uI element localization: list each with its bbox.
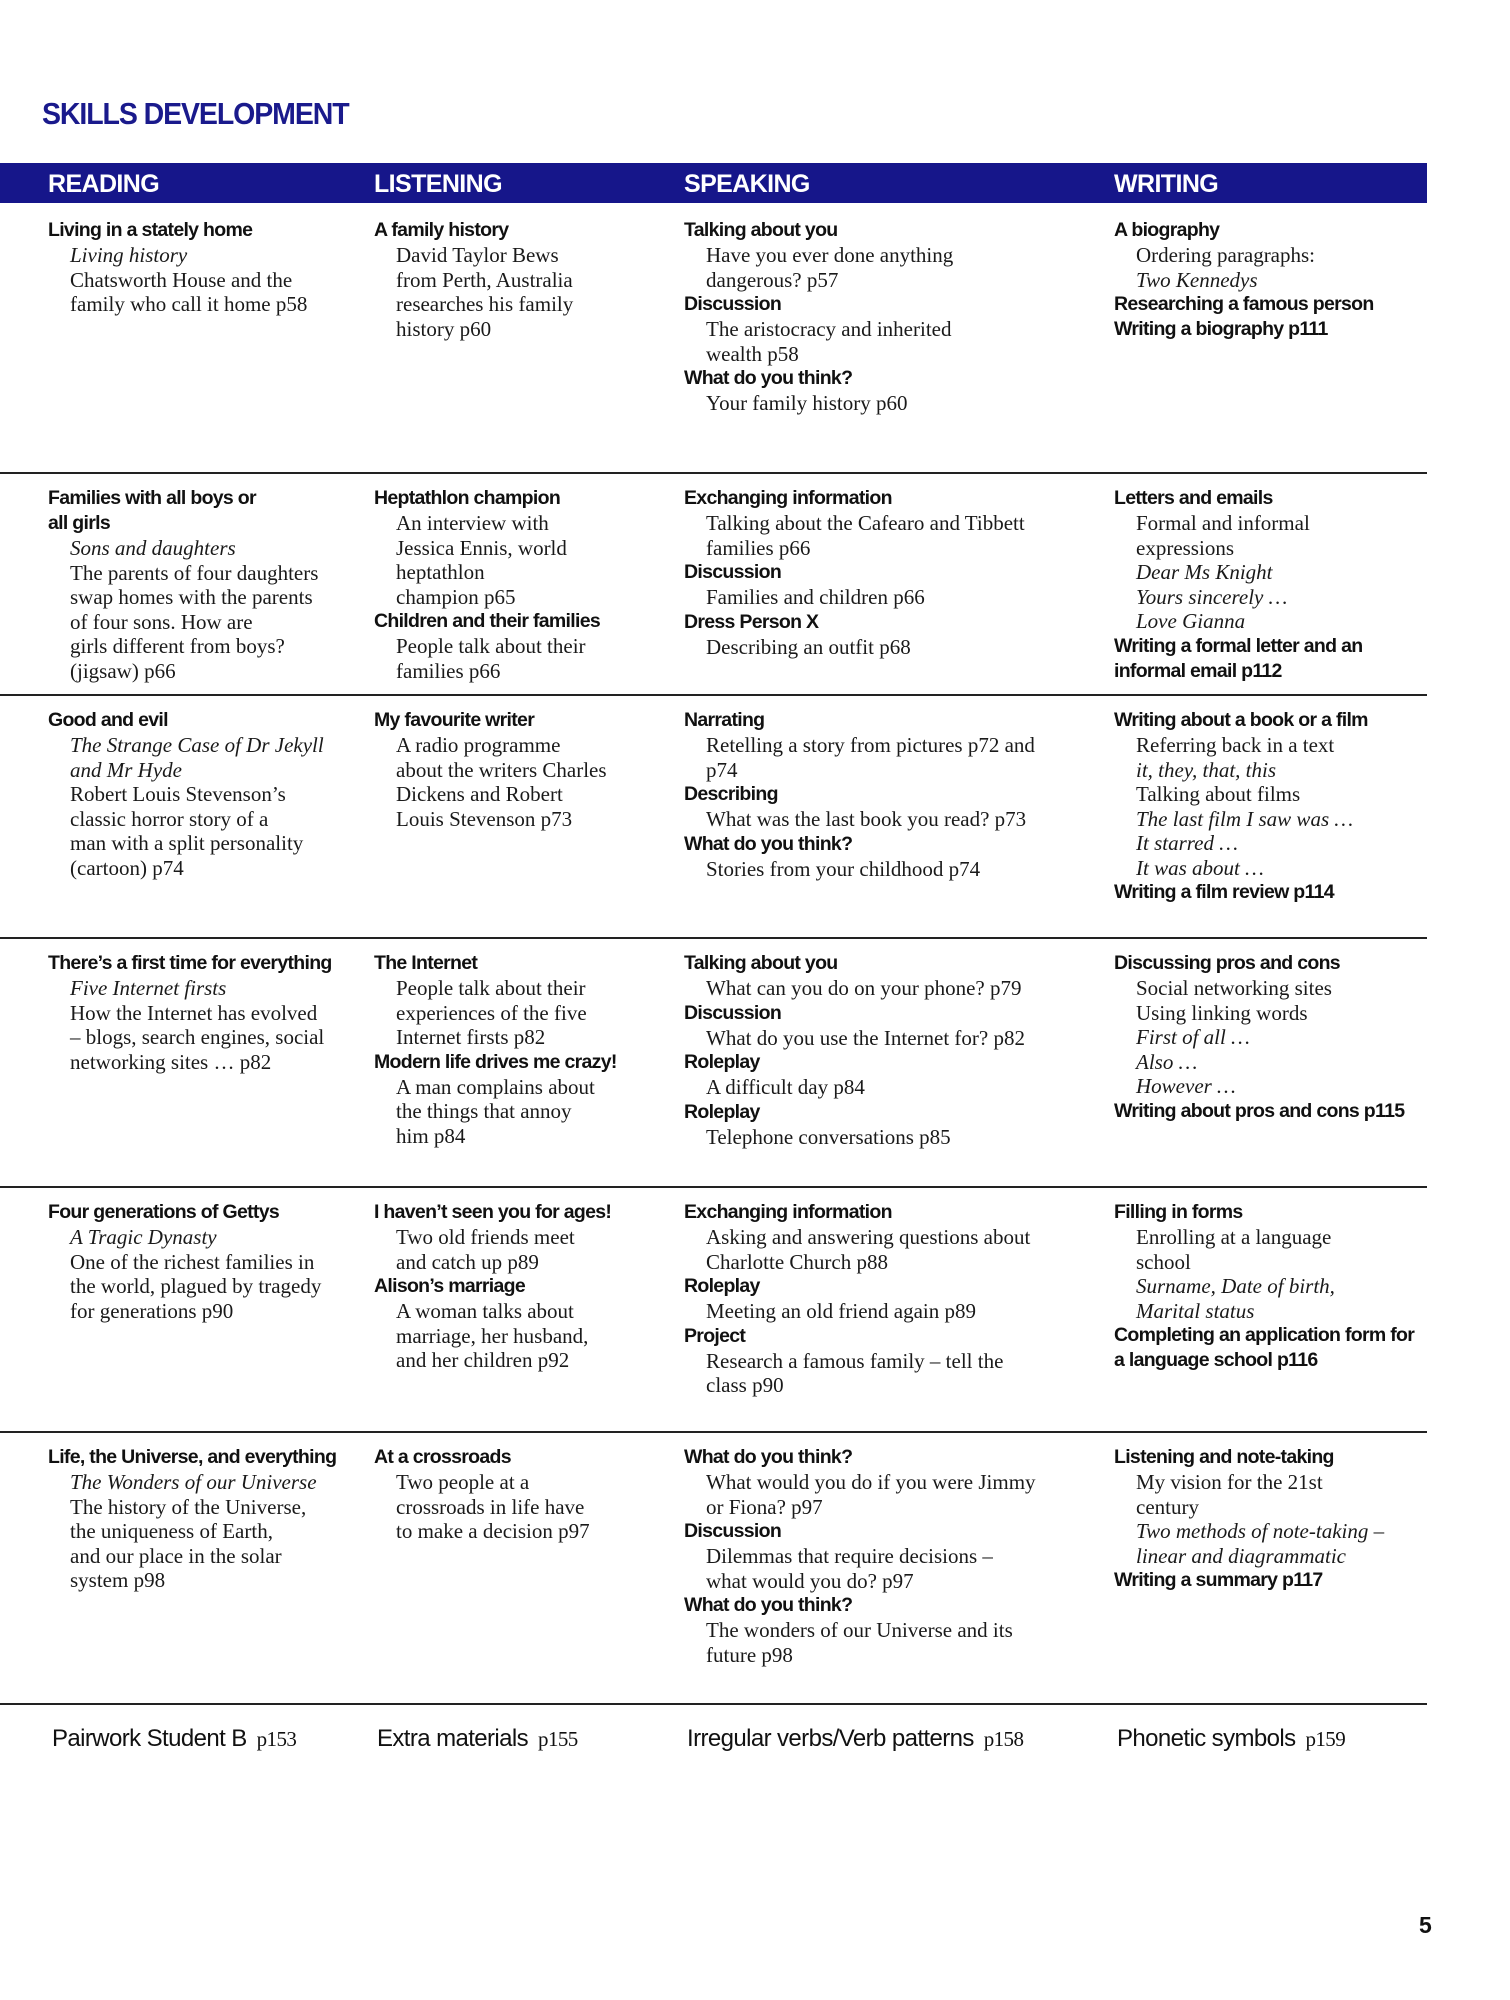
entry-text: My vision for the 21st — [1136, 1470, 1323, 1494]
reading-cell — [48, 708, 353, 880]
entry-text: from Perth, Australia — [396, 267, 573, 292]
entry-text: networking sites … p82 — [70, 1049, 272, 1074]
entry-text: and our place in the solar — [70, 1543, 282, 1568]
column-header-speaking: SPEAKING — [684, 170, 810, 198]
writing-cell — [1114, 951, 1427, 1124]
entry-text: champion p65 — [396, 584, 516, 609]
reading-cell — [48, 951, 353, 1074]
entry-text: of four sons. How are — [70, 609, 253, 634]
page-number: 5 — [1419, 1912, 1432, 1938]
section-heading: Life, the Universe, and everything — [48, 1446, 337, 1468]
writing-cell — [1114, 708, 1427, 905]
writing-cell — [1114, 1445, 1427, 1593]
entry-text: It starred … — [1136, 831, 1238, 855]
entry-text: Have you ever done anything — [706, 243, 954, 267]
footer-link-pairwork — [52, 1725, 296, 1753]
entry-text: Living history — [70, 243, 188, 267]
section-heading: Good and evil — [48, 709, 168, 731]
reading-cell — [48, 1445, 353, 1593]
entry-text: Meeting an old friend again p89 — [706, 1299, 977, 1323]
entry-text: Charlotte Church p88 — [706, 1249, 888, 1274]
speaking-cell — [684, 1200, 1084, 1398]
entry-text: People talk about their — [396, 634, 586, 658]
entry-text: Asking and answering questions about — [706, 1225, 1031, 1249]
entry-text: Robert Louis Stevenson’s — [70, 782, 286, 806]
entry-text: families p66 — [706, 535, 811, 560]
entry-text: Social networking sites — [1136, 976, 1332, 1000]
section-heading: Roleplay — [684, 1051, 760, 1073]
entry-text: researches his family — [396, 292, 574, 316]
entry-text: A radio programme — [396, 733, 561, 757]
section-heading: Narrating — [684, 709, 765, 731]
footer-label: Irregular verbs/Verb patterns — [687, 1725, 974, 1752]
entry-text: David Taylor Bews — [396, 243, 559, 267]
entry-text: and catch up p89 — [396, 1249, 539, 1274]
entry-text: him p84 — [396, 1123, 466, 1148]
listening-cell — [374, 1445, 664, 1544]
column-header-bar — [0, 163, 1427, 203]
entry-text: The Strange Case of Dr Jekyll — [70, 733, 324, 757]
section-heading: What do you think? — [684, 367, 853, 389]
entry-text: How the Internet has evolved — [70, 1000, 318, 1025]
entry-text: (cartoon) p74 — [70, 855, 184, 880]
entry-text: p74 — [706, 757, 738, 782]
entry-text: People talk about their — [396, 976, 586, 1000]
entry-text: One of the richest families in — [70, 1249, 315, 1274]
entry-text: First of all … — [1136, 1025, 1250, 1049]
entry-text: Two methods of note-taking – — [1136, 1519, 1385, 1543]
page-title: SKILLS DEVELOPMENT — [42, 96, 349, 131]
speaking-cell — [684, 1445, 1084, 1667]
entry-text: it, they, that, this — [1136, 757, 1276, 782]
entry-text: expressions — [1136, 535, 1234, 560]
speaking-cell — [684, 218, 1084, 416]
column-header-listening: LISTENING — [374, 170, 502, 198]
entry-text: The Wonders of our Universe — [70, 1470, 317, 1494]
entry-text: What was the last book you read? p73 — [706, 807, 1027, 831]
section-heading: What do you think? — [684, 1446, 853, 1468]
entry-text: class p90 — [706, 1373, 784, 1397]
entry-text: about the writers Charles — [396, 757, 607, 782]
entry-text: the world, plagued by tragedy — [70, 1274, 322, 1298]
entry-text: century — [1136, 1494, 1199, 1519]
section-heading: Discussion — [684, 293, 782, 315]
footer-label: Phonetic symbols — [1117, 1725, 1296, 1752]
entry-text: The wonders of our Universe and its — [706, 1618, 1013, 1642]
section-heading: Listening and note-taking — [1114, 1446, 1334, 1468]
section-heading: Discussion — [684, 1520, 782, 1542]
footer-page: p153 — [256, 1727, 297, 1751]
section-heading: Completing an application form for — [1114, 1324, 1415, 1346]
footer-label: Extra materials — [377, 1725, 529, 1752]
section-heading: Discussing pros and cons — [1114, 952, 1340, 974]
entry-text: A difficult day p84 — [706, 1075, 865, 1099]
entry-text: to make a decision p97 — [396, 1519, 590, 1543]
section-heading: Filling in forms — [1114, 1201, 1243, 1223]
entry-text: A woman talks about — [396, 1299, 574, 1323]
entry-text: Formal and informal — [1136, 511, 1310, 535]
column-header-reading: READING — [48, 170, 160, 198]
entry-text: Also … — [1136, 1049, 1198, 1074]
listening-cell — [374, 1200, 664, 1373]
entry-text: and her children p92 — [396, 1348, 570, 1372]
entry-text: Families and children p66 — [706, 585, 925, 609]
footer-link-phonetic-symbols — [1117, 1725, 1345, 1753]
entry-text: man with a split personality — [70, 831, 304, 855]
entry-text: A man complains about — [396, 1074, 595, 1099]
writing-cell — [1114, 486, 1427, 684]
unit-row — [0, 472, 1427, 683]
entry-text: – blogs, search engines, social — [70, 1025, 325, 1049]
speaking-cell — [684, 708, 1084, 881]
section-heading: Discussion — [684, 561, 782, 583]
entry-text: Louis Stevenson p73 — [396, 806, 573, 831]
entry-text: for generations p90 — [70, 1298, 234, 1323]
section-heading: Writing a biography p111 — [1114, 318, 1328, 340]
entry-text: It was about … — [1136, 855, 1264, 880]
section-heading: A family history — [374, 219, 509, 241]
entry-text: heptathlon — [396, 560, 485, 584]
entry-text: Yours sincerely … — [1136, 584, 1288, 609]
entry-text: wealth p58 — [706, 341, 799, 366]
entry-text: An interview with — [396, 511, 549, 535]
entry-text: linear and diagrammatic — [1136, 1543, 1346, 1568]
section-heading: informal email p112 — [1114, 659, 1282, 682]
entry-text: The parents of four daughters — [70, 560, 319, 585]
section-heading: There’s a first time for everything — [48, 952, 332, 974]
section-heading: Children and their families — [374, 610, 600, 632]
entry-text: Jessica Ennis, world — [396, 535, 567, 560]
listening-cell — [374, 218, 664, 341]
section-heading: all girls — [48, 512, 110, 534]
entry-text: However … — [1136, 1074, 1236, 1098]
entry-text: Dilemmas that require decisions – — [706, 1544, 993, 1568]
section-heading: A biography — [1114, 219, 1220, 241]
entry-text: Enrolling at a language — [1136, 1225, 1332, 1249]
entry-text: classic horror story of a — [70, 806, 269, 831]
section-heading: I haven’t seen you for ages! — [374, 1201, 612, 1223]
entry-text: A Tragic Dynasty — [70, 1225, 217, 1249]
entry-text: Dickens and Robert — [396, 782, 563, 806]
entry-text: Retelling a story from pictures p72 and — [706, 733, 1035, 757]
reading-cell — [48, 218, 353, 317]
entry-text: Sons and daughters — [70, 536, 236, 560]
listening-cell — [374, 708, 664, 831]
entry-text: Chatsworth House and the — [70, 267, 293, 292]
entry-text: Talking about the Cafearo and Tibbett — [706, 511, 1025, 535]
footer-page: p155 — [538, 1727, 578, 1751]
entry-text: experiences of the five — [396, 1000, 587, 1025]
entry-text: Love Gianna — [1136, 609, 1246, 633]
entry-text: the things that annoy — [396, 1099, 572, 1123]
entry-text: Internet firsts p82 — [396, 1025, 546, 1049]
footer-page: p158 — [983, 1727, 1024, 1751]
section-heading: Writing a film review p114 — [1114, 881, 1334, 903]
reading-cell — [48, 486, 353, 683]
section-heading: Families with all boys or — [48, 487, 256, 509]
entry-text: marriage, her husband, — [396, 1323, 589, 1348]
entry-text: what would you do? p97 — [706, 1568, 914, 1593]
section-heading: Alison’s marriage — [374, 1275, 526, 1297]
speaking-cell — [684, 951, 1084, 1149]
entry-text: families p66 — [396, 658, 501, 683]
section-heading: My favourite writer — [374, 709, 535, 731]
listening-cell — [374, 486, 664, 683]
section-heading: Describing — [684, 783, 778, 805]
entry-text: Your family history p60 — [706, 391, 908, 415]
section-heading: Heptathlon champion — [374, 487, 561, 509]
section-heading: Project — [684, 1324, 746, 1347]
footer-page: p159 — [1305, 1727, 1346, 1751]
unit-row — [0, 937, 1427, 1149]
section-heading: What do you think? — [684, 832, 853, 855]
section-heading: Exchanging information — [684, 1201, 892, 1223]
entry-text: The last film I saw was … — [1136, 806, 1354, 831]
section-heading: Writing about a book or a film — [1114, 709, 1368, 731]
section-heading: Roleplay — [684, 1275, 760, 1297]
section-heading: Living in a stately home — [48, 219, 253, 241]
entry-text: Stories from your childhood p74 — [706, 856, 981, 881]
entry-text: dangerous? p57 — [706, 267, 839, 292]
entry-text: history p60 — [396, 316, 492, 341]
speaking-cell — [684, 486, 1084, 659]
section-heading: Writing about pros and cons p115 — [1114, 1099, 1405, 1122]
entry-text: and Mr Hyde — [70, 757, 182, 782]
section-heading: Writing a summary p117 — [1114, 1569, 1323, 1591]
entry-text: What would you do if you were Jimmy — [706, 1470, 1036, 1494]
section-heading: Discussion — [684, 1001, 782, 1024]
footer-link-extra-materials — [377, 1725, 578, 1753]
entry-text: school — [1136, 1249, 1191, 1274]
unit-row — [0, 1431, 1427, 1667]
section-heading: The Internet — [374, 952, 478, 974]
entry-text: the uniqueness of Earth, — [70, 1519, 273, 1543]
entry-text: Five Internet firsts — [70, 976, 227, 1000]
section-heading: Researching a famous person — [1114, 293, 1374, 315]
section-heading: At a crossroads — [374, 1446, 511, 1468]
section-heading: Talking about you — [684, 219, 838, 241]
listening-cell — [374, 951, 664, 1148]
section-heading: Writing a formal letter and an — [1114, 634, 1363, 657]
section-heading: Letters and emails — [1114, 487, 1273, 509]
entry-text: family who call it home p58 — [70, 292, 308, 316]
unit-row — [0, 694, 1427, 903]
entry-text: Marital status — [1136, 1298, 1255, 1323]
entry-text: Surname, Date of birth, — [1136, 1274, 1335, 1298]
entry-text: Two old friends meet — [396, 1225, 575, 1249]
entry-text: (jigsaw) p66 — [70, 658, 176, 683]
entry-text: future p98 — [706, 1642, 793, 1667]
entry-text: crossroads in life have — [396, 1494, 585, 1519]
entry-text: Two people at a — [396, 1470, 530, 1494]
entry-text: girls different from boys? — [70, 634, 285, 658]
entry-text: system p98 — [70, 1568, 166, 1592]
unit-row — [0, 1186, 1427, 1397]
section-heading: Roleplay — [684, 1100, 760, 1123]
section-heading: Modern life drives me crazy! — [374, 1050, 617, 1073]
section-heading: Talking about you — [684, 952, 838, 974]
column-header-writing: WRITING — [1114, 170, 1219, 198]
section-heading: Dress Person X — [684, 610, 819, 633]
entry-text: or Fiona? p97 — [706, 1494, 823, 1519]
entry-text: Referring back in a text — [1136, 733, 1335, 757]
entry-text: Telephone conversations p85 — [706, 1124, 951, 1149]
entry-text: Dear Ms Knight — [1136, 560, 1273, 584]
footer-label: Pairwork Student B — [52, 1725, 247, 1752]
footer-link-irregular-verbs — [687, 1725, 1023, 1753]
entry-text: What do you use the Internet for? p82 — [706, 1025, 1025, 1050]
entry-text: Two Kennedys — [1136, 267, 1258, 292]
section-heading: a language school p116 — [1114, 1349, 1318, 1371]
entry-text: Ordering paragraphs: — [1136, 243, 1316, 267]
entry-text: What can you do on your phone? p79 — [706, 976, 1022, 1000]
section-heading: Four generations of Gettys — [48, 1201, 279, 1223]
entry-text: The aristocracy and inherited — [706, 317, 952, 341]
entry-text: Talking about films — [1136, 782, 1301, 806]
entry-text: The history of the Universe, — [70, 1494, 307, 1519]
footer-rule — [0, 1703, 1427, 1705]
entry-text: Research a famous family – tell the — [706, 1348, 1004, 1373]
section-heading: What do you think? — [684, 1594, 853, 1616]
section-heading: Exchanging information — [684, 487, 892, 509]
entry-text: Describing an outfit p68 — [706, 634, 911, 659]
entry-text: Using linking words — [1136, 1000, 1308, 1025]
writing-cell — [1114, 1200, 1427, 1373]
entry-text: swap homes with the parents — [70, 585, 313, 609]
reading-cell — [48, 1200, 353, 1323]
writing-cell — [1114, 218, 1427, 342]
